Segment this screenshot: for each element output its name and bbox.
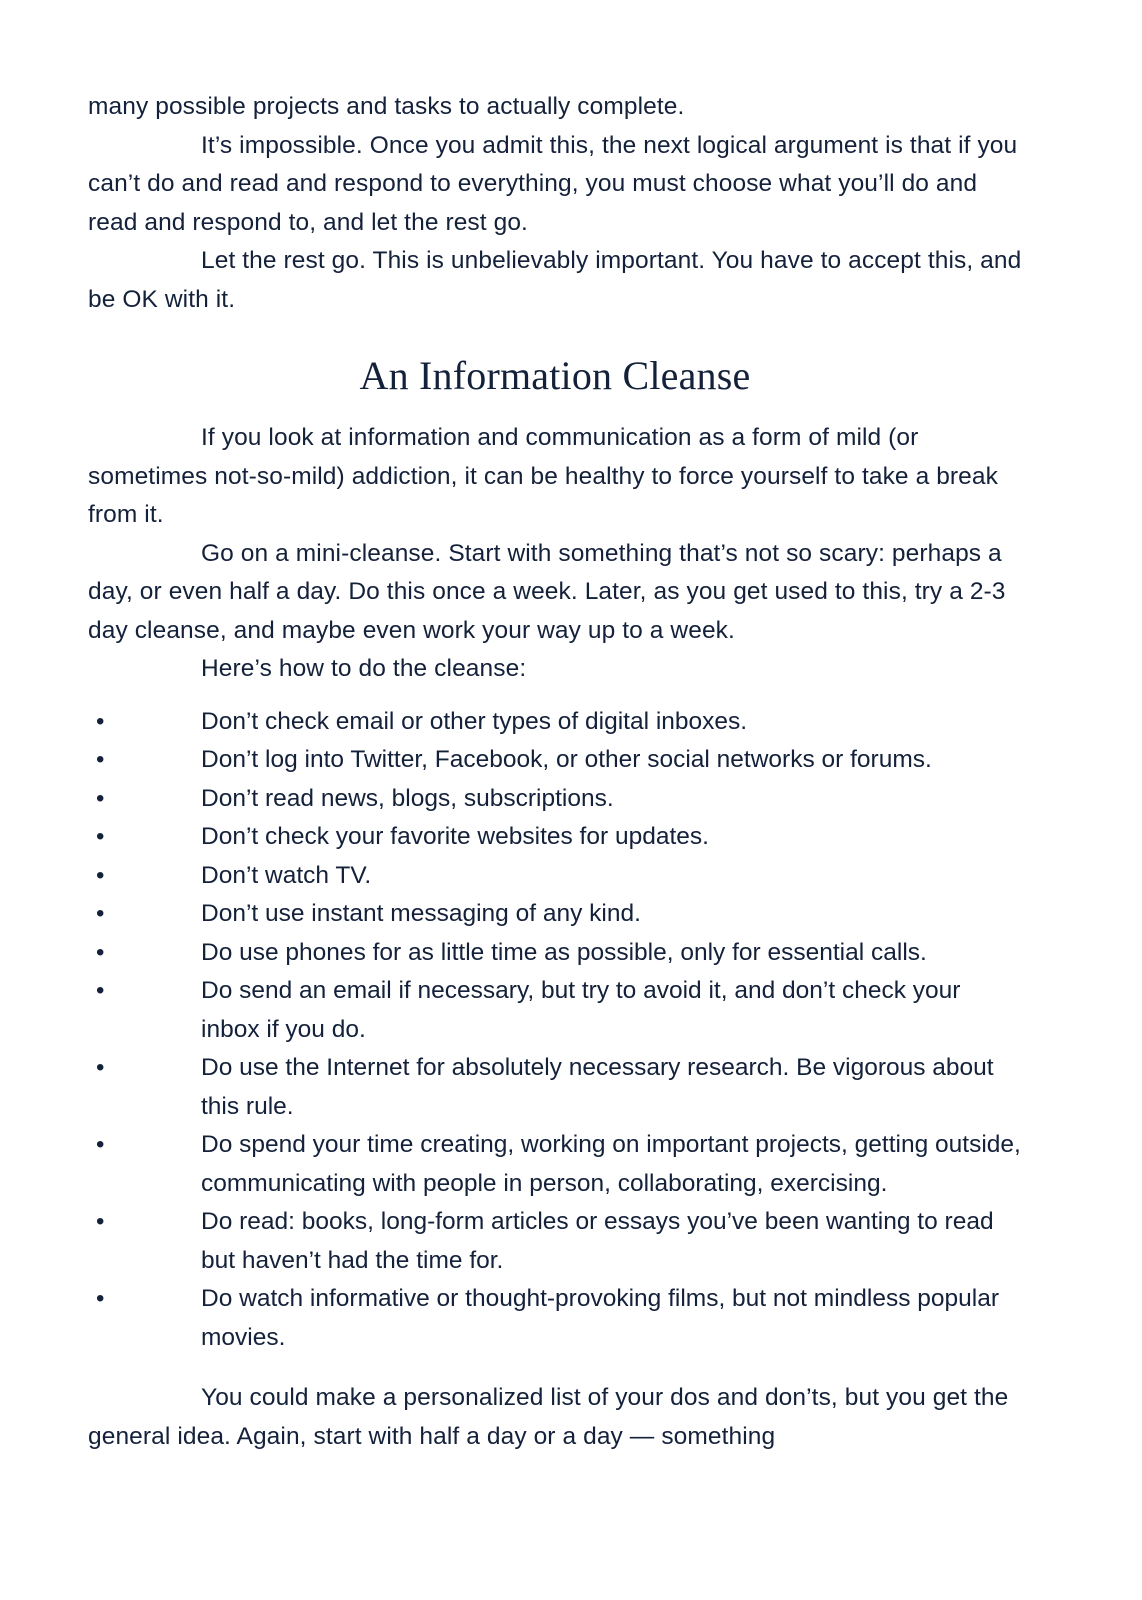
list-item (88, 1049, 1022, 1126)
paragraph: If you look at information and communication as a form of mild (or sometimes not-so-mild) addiction, it can be healthy to force yourself to take a break from it. (88, 424, 998, 528)
bullet-icon: • (96, 823, 105, 850)
paragraph: It’s impossible. Once you admit this, the next logical argument is that if you can’t do and read and respond to everything, you must choose what you’ll do and read and respond to, and let the rest go. (88, 131, 1018, 236)
bullet-icon: • (96, 938, 105, 966)
cleanse-list (88, 703, 1022, 1358)
list-item (88, 703, 1022, 742)
list-item (88, 895, 1022, 934)
list-item (88, 1203, 1022, 1280)
list-item (88, 1280, 1022, 1357)
list-item-label: Do watch informative or thought-provoking films, but not mindless popular movies. (201, 1285, 999, 1351)
paragraph: Go on a mini-cleanse. Start with something that’s not so scary: perhaps a day, or even half a day. Do this once a week. Later, as you get used to this, try a 2-3 day cleanse, and maybe even work your way up to a week. (88, 539, 1006, 644)
list-item-label: Do read: books, long-form articles or essays you’ve been wanting to read but haven’t had the time for. (201, 1208, 994, 1274)
bullet-icon: • (96, 1054, 105, 1081)
mid-text-block (88, 419, 1022, 689)
bullet-icon: • (96, 784, 105, 812)
list-item-label: Don’t watch TV. (201, 861, 372, 889)
section-heading: An Information Cleanse (359, 353, 751, 398)
paragraph: You could make a personalized list of your dos and don’ts, but you get the general idea. Again, start with half a day or a day — something (88, 1384, 1009, 1450)
list-item (88, 857, 1022, 896)
bullet-icon: • (96, 1131, 105, 1158)
list-item-label: Do spend your time creating, working on important projects, getting outside, communicating with people in person, collaborating, exercising. (201, 1131, 1021, 1197)
list-item (88, 741, 1022, 780)
paragraph: many possible projects and tasks to actually complete. (88, 93, 685, 120)
list-item-label: Don’t check your favorite websites for updates. (201, 823, 709, 850)
list-item-label: Don’t check email or other types of digital inboxes. (201, 707, 748, 735)
list-item-label: Do use the Internet for absolutely necessary research. Be vigorous about this rule. (201, 1054, 994, 1120)
list-item-label: Don’t use instant messaging of any kind. (201, 900, 641, 927)
list-item (88, 1126, 1022, 1203)
closing-text-block (88, 1379, 1022, 1456)
bullet-icon: • (96, 746, 105, 773)
list-item-label: Do send an email if necessary, but try to avoid it, and don’t check your inbox if you do. (201, 977, 961, 1043)
bullet-icon: • (96, 1285, 105, 1312)
bullet-icon: • (96, 861, 105, 889)
bullet-icon: • (96, 977, 105, 1004)
list-item-label: Don’t log into Twitter, Facebook, or other social networks or forums. (201, 746, 932, 773)
paragraph: Let the rest go. This is unbelievably important. You have to accept this, and be OK with it. (88, 247, 1022, 313)
list-item (88, 934, 1022, 973)
list-item-label: Do use phones for as little time as possible, only for essential calls. (201, 938, 927, 966)
list-item (88, 780, 1022, 819)
bullet-icon: • (96, 707, 105, 735)
list-item (88, 818, 1022, 857)
bullet-icon: • (96, 900, 105, 927)
bullet-icon: • (96, 1208, 105, 1235)
list-item-label: Don’t read news, blogs, subscriptions. (201, 784, 614, 812)
top-text-block (88, 88, 1022, 319)
paragraph: Here’s how to do the cleanse: (201, 655, 527, 682)
list-item (88, 972, 1022, 1049)
